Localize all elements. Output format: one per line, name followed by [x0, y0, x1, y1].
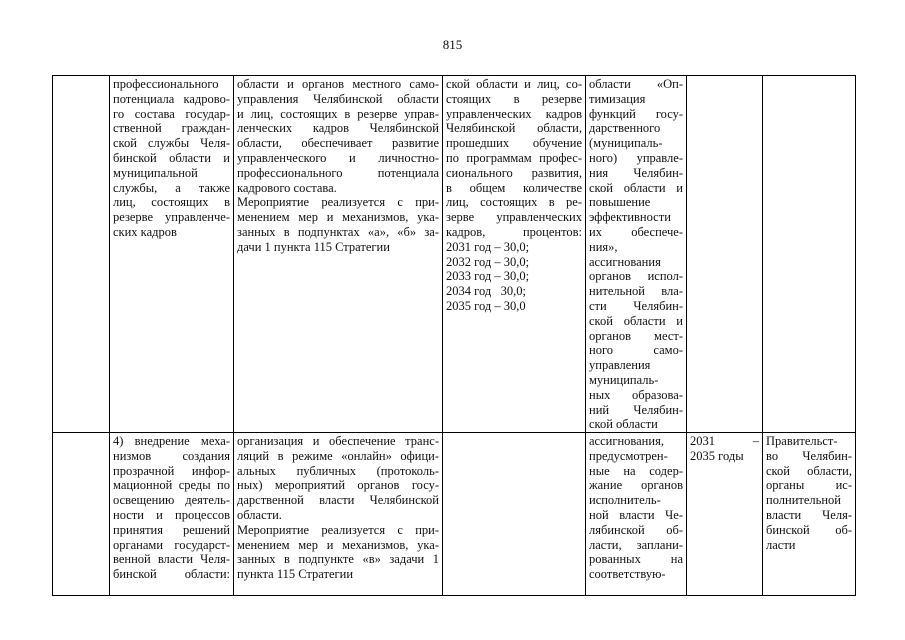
text-line: низмов создания — [113, 448, 230, 463]
text-line: принятия решений — [113, 522, 230, 537]
text-line: бинской области: — [113, 567, 230, 582]
text-line: ласти, заплани- — [589, 537, 683, 552]
text-line: эффективности — [589, 210, 671, 225]
text-line: менением мер и механизмов, ука- — [237, 210, 439, 225]
text-line: Мероприятие реализуется с при- — [237, 522, 439, 537]
text-line: сти Челябин- — [589, 298, 683, 313]
text-line: менением мер и механизмов, ука- — [237, 537, 439, 552]
text-line: муниципаль- — [589, 372, 659, 387]
text-line: стоящих в резерве — [446, 91, 582, 106]
text-line: дарственной власти Челябинской — [237, 493, 439, 508]
text-line: лябинской об- — [589, 522, 683, 537]
text-line: Мероприятие реализуется с при- — [237, 195, 439, 210]
text-line: ственной граждан- — [113, 121, 230, 136]
text-line: ных образова- — [589, 387, 683, 402]
text-line: занных в подпунктах «а», «б» за- — [237, 224, 439, 239]
text-line: занных в подпункте «в» задачи 1 — [237, 552, 439, 567]
text-line: ного) управле- — [589, 150, 683, 165]
text-line: ного само- — [589, 343, 683, 358]
cell-number — [53, 433, 110, 596]
text-line: дарственного — [589, 121, 661, 136]
text-line: управления — [589, 358, 651, 373]
text-line: ской области — [589, 417, 658, 432]
text-line: ний Челябин- — [589, 402, 683, 417]
text-line: освещению деятель- — [113, 493, 230, 508]
text-line: жание органов — [589, 478, 683, 493]
text-line: 2035 годы — [690, 448, 744, 463]
text-line: лиц, состоящих в ре- — [446, 195, 582, 210]
paragraph — [690, 434, 759, 464]
text-line: области, обеспечивает развитие — [237, 136, 439, 151]
text-line: 2033 год – 30,0; — [446, 269, 530, 284]
cell-responsible — [763, 433, 856, 596]
text-line: бинской области и — [113, 150, 230, 165]
text-line: области и органов местного само- — [237, 77, 439, 91]
text-line: резерве управленче- — [113, 210, 230, 225]
text-line: потенциала кадрово- — [113, 91, 230, 106]
text-line: рованных на — [589, 552, 683, 567]
text-line: сионального развития, — [446, 165, 582, 180]
text-line: во Челябин- — [766, 448, 852, 463]
text-line: ния», — [589, 239, 618, 254]
paragraph — [446, 240, 582, 314]
text-line: органы ис- — [766, 478, 852, 493]
text-line: ляций в режиме «онлайн» офици- — [237, 448, 439, 463]
text-line: ской области и лиц, со- — [446, 77, 582, 91]
text-line: ных) мероприятий органов госу- — [237, 478, 439, 493]
cell-deadline — [687, 76, 763, 433]
text-line: кадрового состава. — [237, 180, 337, 195]
text-line: управленческого и личностно- — [237, 150, 439, 165]
paragraph — [589, 77, 683, 432]
paragraph — [589, 434, 683, 582]
text-line: пункта 115 Стратегии — [237, 567, 354, 582]
text-line: муниципальной — [113, 165, 198, 180]
cell-responsible — [763, 76, 856, 433]
paragraph — [446, 77, 582, 240]
cell-funding — [586, 433, 687, 596]
cell-deadline — [687, 433, 763, 596]
text-line: ских кадров — [113, 224, 177, 239]
text-line: органов испол- — [589, 269, 683, 284]
text-line: органами государст- — [113, 537, 230, 552]
cell-measure — [110, 433, 234, 596]
cell-indicator — [443, 76, 586, 433]
text-line: Челябинской области, — [446, 121, 582, 136]
page-number: 815 — [442, 37, 463, 52]
paragraph — [237, 77, 439, 195]
text-line: альных публичных (протоколь- — [237, 463, 439, 478]
text-line: 2032 год – 30,0; — [446, 254, 530, 269]
text-line: ской области и — [589, 313, 683, 328]
text-line: повышение — [589, 195, 651, 210]
text-line: зерве управленческих — [446, 210, 582, 225]
text-line: ассигнования — [589, 254, 661, 269]
cell-funding — [586, 76, 687, 433]
cell-number — [53, 76, 110, 433]
text-line: тимизация — [589, 91, 646, 106]
text-line: Правительст- — [766, 434, 838, 448]
paragraph — [113, 434, 230, 582]
text-line: и лиц, состоящих в резерве управ- — [237, 106, 439, 121]
text-line: прозрачной инфор- — [113, 463, 230, 478]
paragraph — [237, 195, 439, 254]
text-line: го состава государ- — [113, 106, 230, 121]
paragraph — [113, 77, 230, 240]
text-line: бинской об- — [766, 522, 852, 537]
text-line: венной власти Челя- — [113, 552, 230, 567]
text-line: области «Оп- — [589, 77, 683, 91]
text-line: ской области и — [589, 180, 683, 195]
text-line: 2031 – — [690, 434, 759, 448]
paragraph — [766, 434, 852, 552]
text-line: мационной среды по — [113, 478, 230, 493]
text-line: в общем количестве — [446, 180, 582, 195]
text-line: прошедших обучение — [446, 136, 582, 151]
text-line: ласти — [766, 537, 796, 552]
text-line: (муниципаль- — [589, 136, 663, 151]
cell-description — [234, 433, 443, 596]
cell-indicator — [443, 433, 586, 596]
plan-table — [52, 75, 856, 596]
cell-description — [234, 76, 443, 433]
text-line: ской области, — [766, 463, 852, 478]
text-line: управленческих кадров — [446, 106, 582, 121]
text-line: ленческих кадров Челябинской — [237, 121, 439, 136]
text-line: исполнитель- — [589, 493, 661, 508]
text-line: ния Челябин- — [589, 165, 683, 180]
text-line: ности и процессов — [113, 507, 230, 522]
text-line: 2035 год – 30,0 — [446, 298, 526, 313]
text-line: организация и обеспечение транс- — [237, 434, 439, 448]
text-line: ассигнования, — [589, 434, 664, 448]
paragraph — [237, 434, 439, 523]
text-line: по программам профес- — [446, 150, 582, 165]
paragraph — [237, 523, 439, 582]
text-line: профессионального — [113, 77, 219, 91]
text-line: 4) внедрение меха- — [113, 434, 230, 448]
text-line: 2034 год 30,0; — [446, 284, 526, 299]
text-line: функций госу- — [589, 106, 683, 121]
text-line: органов мест- — [589, 328, 683, 343]
text-line: 2031 год – 30,0; — [446, 239, 530, 254]
text-line: кадров, процентов: — [446, 224, 582, 239]
text-line: службы, а также — [113, 180, 230, 195]
text-line: их обеспече- — [589, 224, 683, 239]
text-line: области. — [237, 507, 282, 522]
text-line: соответствую- — [589, 567, 666, 582]
text-line: предусмотрен- — [589, 448, 668, 463]
cell-measure — [110, 76, 234, 433]
text-line: полнительной — [766, 493, 841, 508]
text-line: лиц, состоящих в — [113, 195, 230, 210]
text-line: управления Челябинской области — [237, 91, 439, 106]
text-line: ной власти Че- — [589, 507, 683, 522]
text-line: дачи 1 пункта 115 Стратегии — [237, 239, 390, 254]
text-line: ные на содер- — [589, 463, 683, 478]
text-line: власти Челя- — [766, 507, 852, 522]
text-line: ской службы Челя- — [113, 136, 230, 151]
text-line: профессионального потенциала — [237, 165, 439, 180]
text-line: нительной вла- — [589, 284, 683, 299]
